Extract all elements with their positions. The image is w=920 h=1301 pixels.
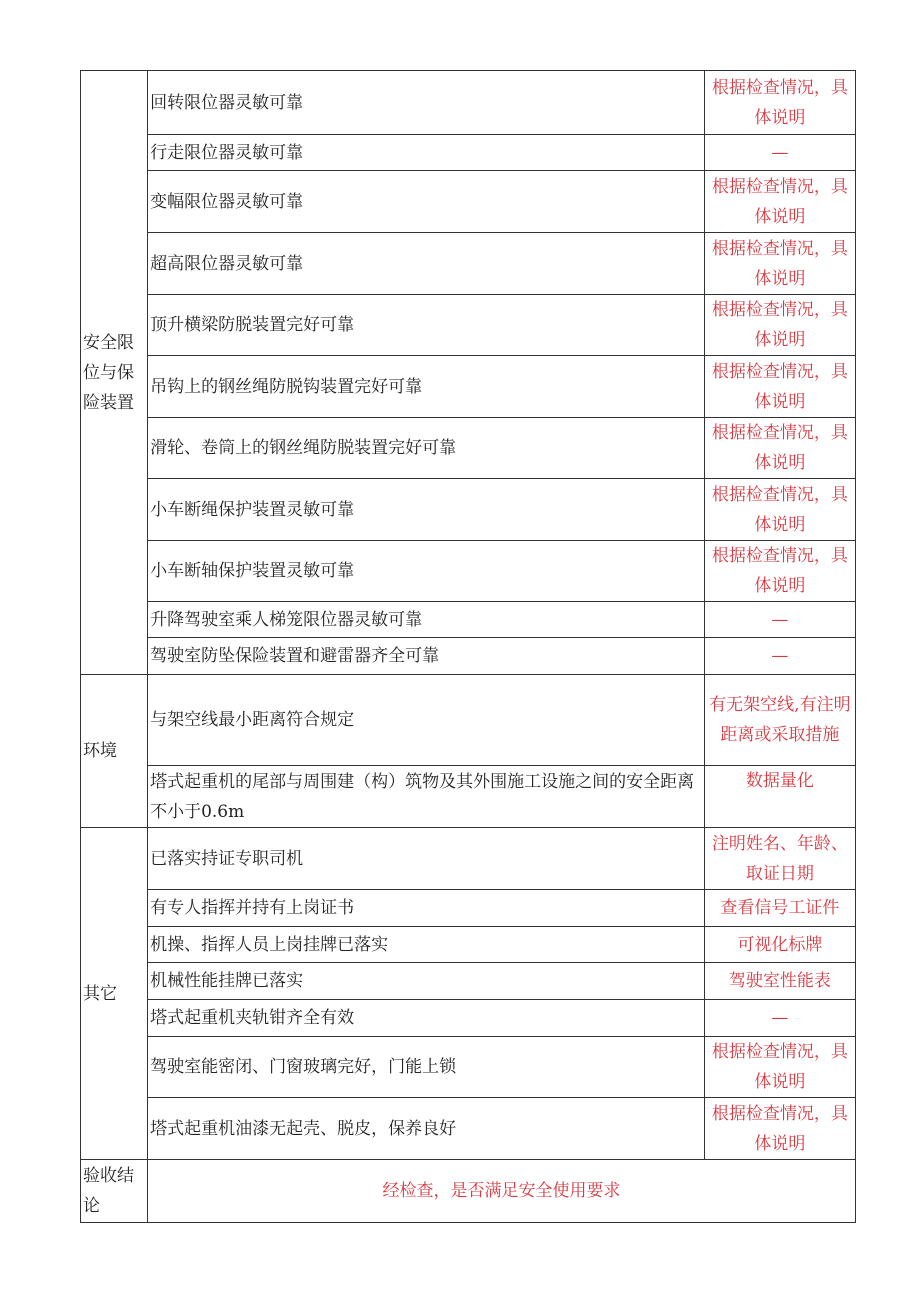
item-cell: 已落实持证专职司机 xyxy=(148,828,705,890)
note-cell: 查看信号工证件 xyxy=(704,890,855,927)
item-cell: 驾驶室能密闭、门窗玻璃完好，门能上锁 xyxy=(148,1037,705,1098)
table-row xyxy=(81,479,856,541)
note-cell: 根据检查情况，具体说明 xyxy=(711,423,848,473)
item-cell: 驾驶室防坠保险装置和避雷器齐全可靠 xyxy=(148,638,705,675)
note-cell: 驾驶室性能表 xyxy=(704,963,855,1000)
table-row xyxy=(81,1000,856,1037)
note-cell: 根据检查情况，具体说明 xyxy=(711,77,848,128)
table-row xyxy=(81,135,856,171)
table-row xyxy=(81,71,856,135)
note-cell: 根据检查情况，具体说明 xyxy=(711,176,848,227)
note-cell: — xyxy=(704,602,855,638)
table-row xyxy=(81,766,856,828)
table-row xyxy=(81,828,856,890)
note-cell: — xyxy=(704,135,855,171)
table-row xyxy=(81,233,856,295)
item-cell: 塔式起重机夹轨钳齐全有效 xyxy=(148,1000,705,1037)
table-row xyxy=(81,1037,856,1098)
item-cell: 与架空线最小距离符合规定 xyxy=(148,675,705,766)
note-cell: 根据检查情况，具体说明 xyxy=(711,1103,848,1154)
item-cell: 回转限位器灵敏可靠 xyxy=(148,71,705,135)
category-cell: 环境 xyxy=(81,675,148,828)
conclusion-text: 经检查，是否满足安全使用要求 xyxy=(148,1160,856,1223)
note-cell: 注明姓名、年龄、取证日期 xyxy=(711,833,848,884)
note-cell: 根据检查情况，具体说明 xyxy=(711,484,848,535)
table-row xyxy=(81,890,856,927)
table-row xyxy=(81,963,856,1000)
item-cell: 吊钩上的钢丝绳防脱钩装置完好可靠 xyxy=(148,356,705,418)
table-row xyxy=(81,356,856,418)
category-cell: 安全限位与保险装置 xyxy=(81,71,148,675)
conclusion-label: 验收结论 xyxy=(81,1160,148,1223)
note-cell: 根据检查情况，具体说明 xyxy=(711,300,848,350)
item-cell: 塔式起重机的尾部与周围建（构）筑物及其外围施工设施之间的安全距离不小于0.6m xyxy=(148,766,705,828)
table-row xyxy=(81,675,856,766)
item-cell: 超高限位器灵敏可靠 xyxy=(148,233,705,295)
item-cell: 小车断绳保护装置灵敏可靠 xyxy=(148,479,705,541)
category-cell: 其它 xyxy=(81,828,148,1160)
table-row xyxy=(81,602,856,638)
item-cell: 滑轮、卷筒上的钢丝绳防脱装置完好可靠 xyxy=(148,418,705,479)
note-cell: 根据检查情况，具体说明 xyxy=(711,1042,848,1092)
item-cell: 变幅限位器灵敏可靠 xyxy=(148,171,705,233)
note-cell: 可视化标牌 xyxy=(704,927,855,963)
item-cell: 行走限位器灵敏可靠 xyxy=(148,135,705,171)
item-cell: 塔式起重机油漆无起壳、脱皮，保养良好 xyxy=(148,1098,705,1160)
item-cell: 顶升横梁防脱装置完好可靠 xyxy=(148,295,705,356)
item-cell: 机操、指挥人员上岗挂牌已落实 xyxy=(148,927,705,963)
inspection-table xyxy=(80,70,856,1223)
item-cell: 有专人指挥并持有上岗证书 xyxy=(148,890,705,927)
table-row xyxy=(81,638,856,675)
table-row xyxy=(81,171,856,233)
note-cell: 根据检查情况，具体说明 xyxy=(711,238,848,289)
table-row xyxy=(81,927,856,963)
note-cell: — xyxy=(704,1000,855,1037)
table-row xyxy=(81,1098,856,1160)
note-cell: 数据量化 xyxy=(704,766,855,828)
table-row xyxy=(81,295,856,356)
table-row xyxy=(81,541,856,602)
note-cell: — xyxy=(704,638,855,675)
item-cell: 升降驾驶室乘人梯笼限位器灵敏可靠 xyxy=(148,602,705,638)
conclusion-row xyxy=(81,1160,856,1223)
note-cell: 有无架空线,有注明距离或采取措施 xyxy=(709,695,851,745)
table-row xyxy=(81,418,856,479)
item-cell: 机械性能挂牌已落实 xyxy=(148,963,705,1000)
item-cell: 小车断轴保护装置灵敏可靠 xyxy=(148,541,705,602)
note-cell: 根据检查情况，具体说明 xyxy=(711,361,848,412)
note-cell: 根据检查情况，具体说明 xyxy=(711,546,848,596)
